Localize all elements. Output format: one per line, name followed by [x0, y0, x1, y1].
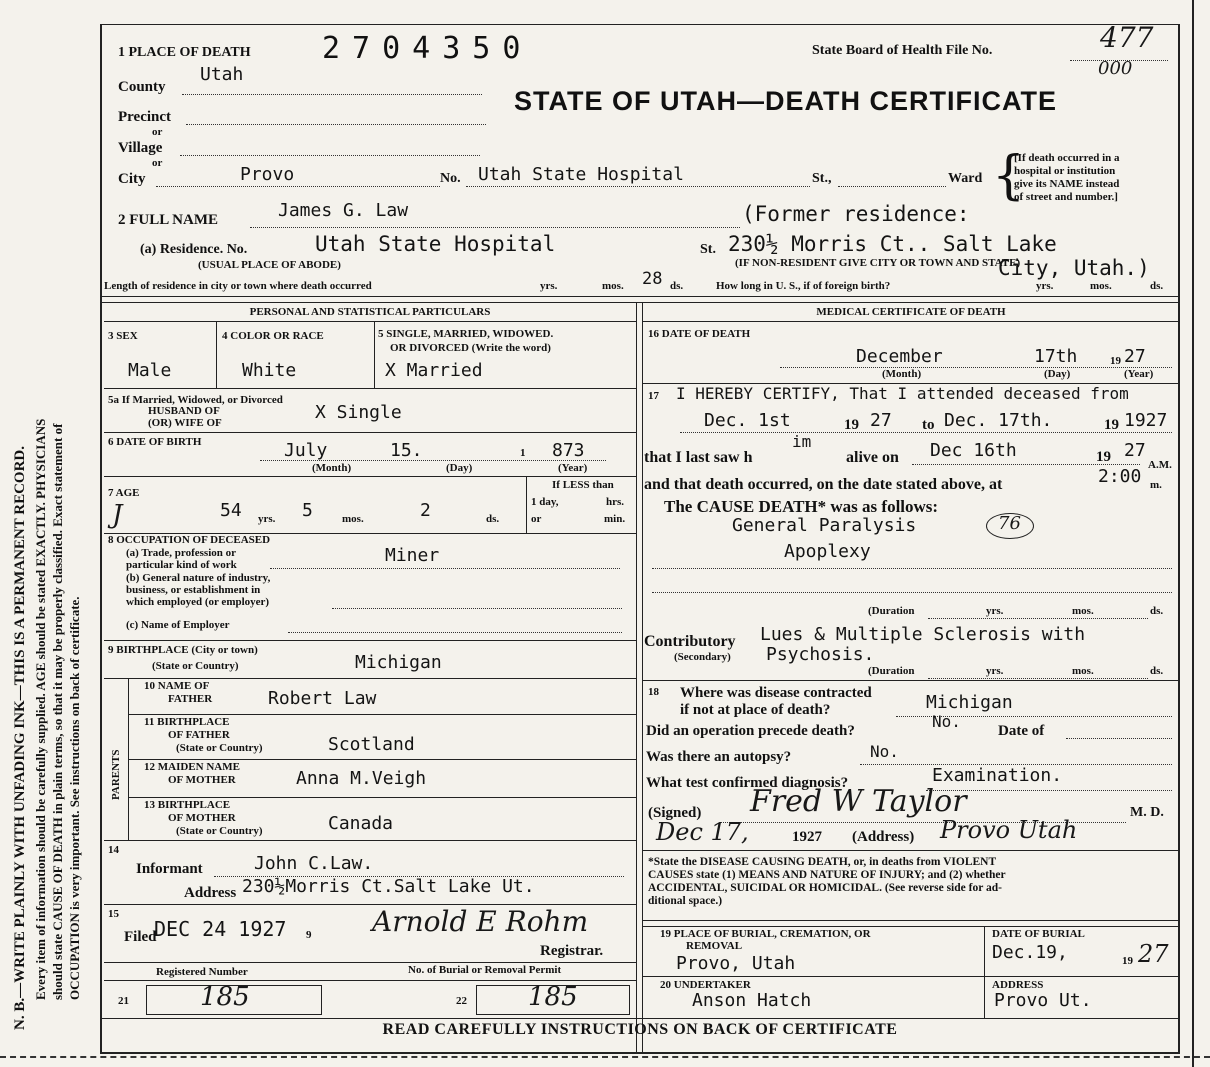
duration-2-label: (Duration — [868, 665, 915, 677]
city-value: Provo — [240, 164, 295, 185]
filed-label: Filed — [124, 929, 157, 945]
cause-2: Apoplexy — [784, 541, 871, 562]
length-ds-label: ds. — [670, 280, 684, 292]
spouse-value: X Single — [315, 402, 402, 423]
q18-number: 18 — [648, 686, 659, 698]
sign-date: Dec 17, — [656, 818, 749, 846]
footnote-3: ACCIDENTAL, SUICIDAL OR HOMICIDAL. (See reverse side for ad- — [648, 882, 1002, 894]
q18-line-2: if not at place of death? — [680, 702, 831, 718]
filed-value: DEC 24 1927 — [154, 917, 287, 941]
residence-value: Utah State Hospital — [315, 232, 556, 256]
institution-note-3: give its NAME instead — [1014, 178, 1120, 190]
father-birthplace-value: Scotland — [328, 734, 415, 755]
last-saw-label: that I last saw h — [644, 449, 753, 466]
county-label: County — [118, 79, 166, 95]
registrar-label: Registrar. — [540, 943, 604, 959]
street-no-label: No. — [440, 171, 461, 186]
date-of-death-year-prefix: 19 — [1110, 355, 1121, 367]
test-value: Examination. — [932, 765, 1063, 786]
spouse-label-1: 5a If Married, Widowed, or Divorced — [108, 394, 283, 406]
footnote-4: ditional space.) — [648, 895, 723, 907]
serial-number: 2704350 — [322, 31, 533, 66]
burial-label-2: REMOVAL — [686, 940, 743, 952]
min-label: min. — [604, 513, 626, 525]
cause-1: General Paralysis — [732, 515, 917, 536]
dob-day-caption: (Day) — [446, 462, 473, 474]
occupation-a-2: particular kind of work — [126, 559, 237, 571]
last-saw-year: 27 — [1124, 440, 1146, 461]
md-label: M. D. — [1130, 805, 1164, 820]
st-label: St., — [812, 171, 832, 186]
instructions-line-1: Every item of information should be carefully supplied. AGE should be stated EXACTLY. PHYSICIANS — [33, 418, 48, 1000]
mother-label-1: 12 MAIDEN NAME — [144, 761, 240, 773]
sex-label: 3 SEX — [108, 330, 138, 342]
operation-label: Did an operation precede death? — [646, 723, 855, 739]
filed-suffix: 9 — [306, 929, 312, 941]
length-days-value: 28 — [642, 269, 663, 289]
certify-text: I HEREBY CERTIFY, That I attended deceased from — [676, 384, 1129, 403]
footnote-2: CAUSES state (1) MEANS AND NATURE OF INJURY; and (2) whether — [648, 869, 1006, 881]
how-long-yrs-label: yrs. — [1036, 280, 1054, 292]
footer-instructions: READ CAREFULLY INSTRUCTIONS ON BACK OF CERTIFICATE — [382, 1021, 898, 1038]
occupation-b-1: (b) General nature of industry, — [126, 572, 271, 584]
footnote-1: *State the DISEASE CAUSING DEATH, or, in deaths from VIOLENT — [648, 856, 997, 868]
item-15-label: 15 — [108, 908, 119, 920]
duration-2-ds: ds. — [1150, 665, 1164, 677]
mother-value: Anna M.Veigh — [296, 768, 427, 789]
dob-label: 6 DATE OF BIRTH — [108, 436, 202, 448]
reg-number-value: 185 — [200, 982, 250, 1012]
marital-label-2: OR DIVORCED (Write the word) — [390, 342, 551, 354]
age-days: 2 — [420, 500, 431, 521]
burial-year-prefix: 19 — [1122, 955, 1133, 967]
date-of-death-year: 27 — [1124, 346, 1146, 367]
dod-year-caption: (Year) — [1124, 368, 1154, 380]
informant-address-value: 230½Morris Ct.Salt Lake Ut. — [242, 876, 535, 897]
less-than-label-2: 1 day, — [531, 496, 559, 508]
spouse-label-2: HUSBAND OF — [148, 405, 220, 417]
last-saw-him: im — [792, 432, 812, 451]
residence-label: (a) Residence. No. — [140, 242, 248, 257]
m-label: m. — [1150, 479, 1162, 491]
attended-from: Dec. 1st — [704, 410, 791, 431]
dob-month: July — [284, 440, 328, 461]
or-label-2: or — [152, 157, 163, 169]
color-value: White — [242, 360, 297, 381]
death-occurred-label: and that death occurred, on the date stated above, at — [644, 476, 1003, 493]
contributory-2: Psychosis. — [766, 644, 875, 665]
age-label: 7 AGE — [108, 487, 140, 499]
father-bp-label-1: 11 BIRTHPLACE — [144, 716, 230, 728]
father-value: Robert Law — [268, 688, 377, 709]
sex-value: Male — [128, 360, 172, 381]
birthplace-state-label: (State or Country) — [152, 660, 239, 672]
informant-address-label: Address — [184, 885, 237, 901]
former-residence-label: (Former residence: — [742, 202, 970, 226]
time-of-death: 2:00 — [1098, 466, 1142, 487]
file-number-sub: 000 — [1098, 58, 1133, 79]
sign-address: Provo Utah — [940, 816, 1078, 844]
personal-heading: PERSONAL AND STATISTICAL PARTICULARS — [249, 306, 491, 318]
informant-label: Informant — [136, 861, 203, 877]
to-label: to — [922, 417, 935, 433]
autopsy-label: Was there an autopsy? — [646, 749, 792, 765]
burial-place: Provo, Utah — [676, 953, 796, 974]
length-yrs-label: yrs. — [540, 280, 558, 292]
or-label-3: or — [531, 513, 542, 525]
parents-label: PARENTS — [110, 749, 122, 800]
ward-label: Ward — [948, 171, 983, 186]
father-label-1: 10 NAME OF — [144, 680, 210, 692]
nineteen-2: 19 — [1104, 417, 1119, 433]
institution-note-4: of street and number.] — [1014, 191, 1118, 203]
dob-year-caption: (Year) — [558, 462, 588, 474]
birthplace-label: 9 BIRTHPLACE (City or town) — [108, 644, 258, 656]
duration-2-mos: mos. — [1072, 665, 1094, 677]
registrar-signature: Arnold E Rohm — [372, 905, 589, 938]
attended-from-year: 27 — [870, 410, 892, 431]
age-ds-label: ds. — [486, 513, 500, 525]
am-label: A.M. — [1148, 459, 1172, 471]
file-no-label: State Board of Health File No. — [812, 43, 993, 58]
institution-note-1: [If death occurred in a — [1014, 152, 1120, 164]
duration-1-ds: ds. — [1150, 605, 1164, 617]
full-name-label: 2 FULL NAME — [118, 212, 219, 228]
undertaker-label: 20 UNDERTAKER — [660, 979, 751, 991]
date-of-death-day: 17th — [1034, 346, 1078, 367]
bracket-icon: { — [992, 146, 1026, 206]
attended-to-year: 1927 — [1124, 410, 1168, 431]
test-label: What test confirmed diagnosis? — [646, 775, 849, 791]
nineteen-3: 19 — [1096, 449, 1111, 465]
duration-2-yrs: yrs. — [986, 665, 1004, 677]
mother-label-2: OF MOTHER — [168, 774, 236, 786]
institution-note-2: hospital or institution — [1014, 165, 1116, 177]
nineteen-1: 19 — [844, 417, 859, 433]
age-mos-label: mos. — [342, 513, 364, 525]
county-value: Utah — [200, 64, 244, 85]
autopsy-value: No. — [870, 742, 899, 761]
item-14-label: 14 — [108, 844, 119, 856]
marital-label-1: 5 SINGLE, MARRIED, WIDOWED. — [378, 328, 554, 340]
duration-1-yrs: yrs. — [986, 605, 1004, 617]
contributory-label: Contributory — [644, 633, 736, 650]
dob-year-prefix: 1 — [520, 447, 526, 459]
residence-st-label: St. — [700, 242, 716, 257]
burial-permit-label: No. of Burial or Removal Permit — [408, 964, 562, 976]
instructions-line-3: OCCUPATION is very important. See instructions on back of certificate. — [67, 596, 82, 1000]
dob-day: 15. — [390, 440, 423, 461]
dod-month-caption: (Month) — [882, 368, 922, 380]
sign-address-label: (Address) — [852, 829, 915, 845]
dob-year: 873 — [552, 440, 585, 461]
alive-on-label: alive on — [846, 449, 899, 466]
occupation-c: (c) Name of Employer — [126, 619, 230, 631]
age-months: 5 — [302, 500, 313, 521]
father-bp-label-2: OF FATHER — [168, 729, 230, 741]
certificate-title: STATE OF UTAH—DEATH CERTIFICATE — [514, 86, 1057, 116]
signed-label: (Signed) — [648, 805, 702, 821]
street-value: Utah State Hospital — [478, 164, 684, 185]
age-yrs-label: yrs. — [258, 513, 276, 525]
file-number: 477 — [1100, 21, 1154, 54]
full-name-value: James G. Law — [278, 200, 409, 221]
burial-permit-value: 185 — [528, 982, 578, 1012]
secondary-label: (Secondary) — [674, 651, 731, 663]
age-years: 54 — [220, 500, 242, 521]
last-saw-date: Dec 16th — [930, 440, 1017, 461]
birthplace-value: Michigan — [355, 652, 442, 673]
how-long-us-label: How long in U. S., if of foreign birth? — [716, 280, 891, 292]
marital-value: X Married — [385, 360, 483, 381]
mother-bp-label-2: OF MOTHER — [168, 812, 236, 824]
item-22-label: 22 — [456, 995, 467, 1007]
occupation-b-2: business, or establishment in — [126, 584, 261, 596]
contracted-value: Michigan — [926, 692, 1013, 713]
length-mos-label: mos. — [602, 280, 624, 292]
cause-code: 76 — [998, 513, 1021, 534]
mother-bp-label-3: (State or Country) — [176, 825, 263, 837]
or-label-1: or — [152, 126, 163, 138]
cause-label: The CAUSE DEATH* was as follows: — [664, 497, 939, 516]
burial-date-label: DATE OF BURIAL — [992, 928, 1085, 940]
contributory-1: Lues & Multiple Sclerosis with — [760, 624, 1086, 645]
non-resident-label: (IF NON-RESIDENT GIVE CITY OR TOWN AND STATE) — [735, 257, 1021, 269]
physician-signature: Fred W Taylor — [750, 784, 967, 819]
undertaker-address-label: ADDRESS — [992, 979, 1044, 991]
undertaker-value: Anson Hatch — [692, 990, 812, 1011]
mother-bp-label-1: 13 BIRTHPLACE — [144, 799, 231, 811]
usual-abode-label: (USUAL PLACE OF ABODE) — [198, 259, 341, 271]
mother-birthplace-value: Canada — [328, 813, 394, 834]
how-long-ds-label: ds. — [1150, 280, 1164, 292]
length-residence-label: Length of residence in city or town where death occurred — [104, 280, 372, 292]
occupation-a-1: (a) Trade, profession or — [126, 547, 236, 559]
place-of-death-label: 1 PLACE OF DEATH — [118, 45, 251, 60]
former-address: 230½ Morris Ct.. Salt Lake — [728, 232, 1057, 256]
q18-line-1: Where was disease contracted — [680, 685, 872, 701]
age-mark: J — [112, 500, 123, 530]
burial-date: Dec.19, — [992, 942, 1068, 963]
dob-month-caption: (Month) — [312, 462, 352, 474]
occupation-label: 8 OCCUPATION OF DECEASED — [108, 534, 271, 546]
date-of-death-label: 16 DATE OF DEATH — [648, 328, 751, 340]
operation-value: No. — [932, 712, 961, 731]
occupation-b-3: which employed (or employer) — [126, 596, 270, 608]
less-than-label-1: If LESS than — [552, 479, 614, 491]
color-label: 4 COLOR OR RACE — [222, 330, 324, 342]
hrs-label: hrs. — [606, 496, 625, 508]
duration-1-label: (Duration — [868, 605, 915, 617]
date-of-death-month: December — [856, 346, 943, 367]
sign-year: 1927 — [792, 829, 822, 845]
village-label: Village — [118, 140, 163, 156]
reg-number-label: Registered Number — [156, 966, 248, 978]
father-label-2: FATHER — [168, 693, 213, 705]
attended-to: Dec. 17th. — [944, 410, 1053, 431]
medical-heading: MEDICAL CERTIFICATE OF DEATH — [816, 306, 1006, 318]
city-label: City — [118, 171, 146, 187]
burial-year: 27 — [1138, 940, 1169, 968]
instructions-line-2: should state CAUSE OF DEATH in plain terms, so that it may be properly classified. Exact statement of — [50, 423, 65, 1000]
dod-day-caption: (Day) — [1044, 368, 1071, 380]
precinct-label: Precinct — [118, 109, 172, 125]
permanent-record-note: N. B.—WRITE PLAINLY WITH UNFADING INK—THIS IS A PERMANENT RECORD. — [12, 446, 28, 1030]
duration-1-mos: mos. — [1072, 605, 1094, 617]
item-21-label: 21 — [118, 995, 129, 1007]
father-bp-label-3: (State or Country) — [176, 742, 263, 754]
how-long-mos-label: mos. — [1090, 280, 1112, 292]
certify-number: 17 — [648, 390, 659, 402]
spouse-label-3: (OR) WIFE OF — [148, 417, 222, 429]
date-of-label: Date of — [998, 723, 1045, 739]
undertaker-address: Provo Ut. — [994, 990, 1092, 1011]
burial-label-1: 19 PLACE OF BURIAL, CREMATION, OR — [660, 928, 871, 940]
former-city: City, Utah.) — [998, 256, 1150, 280]
occupation-value: Miner — [385, 545, 440, 566]
informant-value: John C.Law. — [254, 853, 374, 874]
